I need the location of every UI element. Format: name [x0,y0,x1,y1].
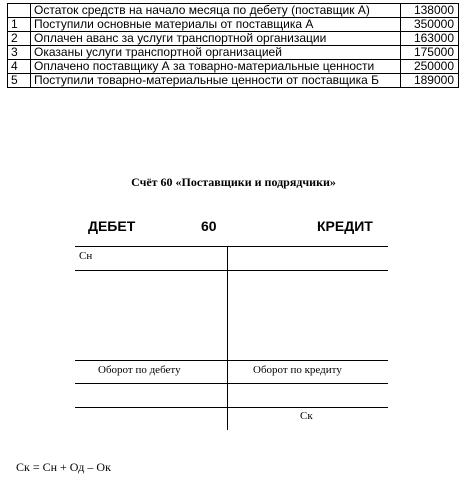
operations-table [7,3,459,88]
t-account-turnover-bottom-line [75,383,388,384]
table-row [8,32,459,46]
table-row [8,46,459,60]
operation-description: Поступили основные материалы от поставщика А [31,18,401,32]
turnover-debit-label: Оборот по дебету [98,364,181,376]
opening-balance-label: Сн [79,250,93,262]
debet-label: ДЕБЕТ [88,218,136,234]
operation-amount: 189000 [401,74,459,88]
t-account-opening-line [75,270,388,271]
closing-balance-label: Ск [300,410,313,422]
t-account-closing-line [75,407,388,408]
operation-description: Поступили товарно-материальные ценности от поставщика Б [31,74,401,88]
operation-description: Оплачено поставщику А за товарно-материальные ценности [31,60,401,74]
table-row [8,74,459,88]
operation-amount: 138000 [401,4,459,18]
t-account-top-line [75,246,388,247]
operation-amount: 350000 [401,18,459,32]
table-row [8,4,459,18]
table-row [8,18,459,32]
operation-amount: 163000 [401,32,459,46]
operation-number: 1 [8,18,31,32]
operation-description: Остаток средств на начало месяца по дебету (поставщик А) [31,4,401,18]
account-heading: Счёт 60 «Поставщики и подрядчики» [131,175,336,189]
operation-number: 5 [8,74,31,88]
operation-number: 3 [8,46,31,60]
t-account-turnover-top-line [75,360,388,361]
operation-amount: 175000 [401,46,459,60]
operation-description: Оказаны услуги транспортной организацией [31,46,401,60]
table-row [8,60,459,74]
operation-number: 4 [8,60,31,74]
operation-number: 2 [8,32,31,46]
account-number: 60 [201,218,217,234]
operation-amount: 250000 [401,60,459,74]
operation-number [8,4,31,18]
closing-balance-formula: Ск = Сн + Од – Ок [16,460,111,474]
kredit-label: КРЕДИТ [317,218,373,234]
turnover-credit-label: Оборот по кредиту [253,364,342,376]
operation-description: Оплачен аванс за услуги транспортной организации [31,32,401,46]
t-account-divider [227,246,228,430]
